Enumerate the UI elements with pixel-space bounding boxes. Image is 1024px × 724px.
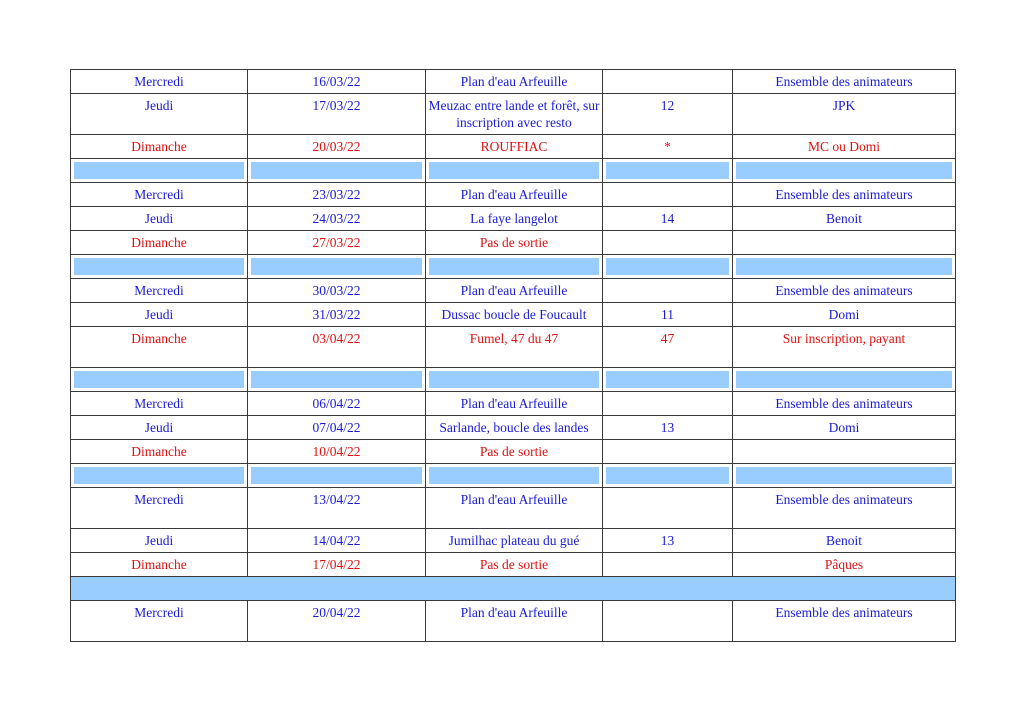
day-cell: Dimanche bbox=[71, 553, 248, 577]
leader-cell: Ensemble des animateurs bbox=[733, 70, 956, 94]
date-cell: 07/04/22 bbox=[248, 416, 426, 440]
separator-cell bbox=[603, 464, 733, 488]
table-row bbox=[71, 70, 956, 94]
date-cell: 24/03/22 bbox=[248, 207, 426, 231]
separator-row-full bbox=[71, 577, 956, 601]
distance-cell bbox=[603, 70, 733, 94]
date-cell: 17/03/22 bbox=[248, 94, 426, 135]
separator-cell bbox=[426, 368, 603, 392]
place-cell: Fumel, 47 du 47 bbox=[426, 327, 603, 368]
day-cell: Mercredi bbox=[71, 279, 248, 303]
distance-cell: 47 bbox=[603, 327, 733, 368]
distance-cell: 12 bbox=[603, 94, 733, 135]
leader-cell: Ensemble des animateurs bbox=[733, 601, 956, 642]
separator-fill bbox=[74, 162, 244, 179]
place-cell: Pas de sortie bbox=[426, 440, 603, 464]
date-cell: 23/03/22 bbox=[248, 183, 426, 207]
separator-fill bbox=[606, 162, 729, 179]
place-cell: Plan d'eau Arfeuille bbox=[426, 279, 603, 303]
table-row bbox=[71, 440, 956, 464]
place-cell: Plan d'eau Arfeuille bbox=[426, 392, 603, 416]
leader-cell: Domi bbox=[733, 416, 956, 440]
separator-cell bbox=[733, 159, 956, 183]
separator-cell bbox=[71, 577, 956, 601]
separator-fill bbox=[736, 467, 952, 484]
distance-cell: 13 bbox=[603, 416, 733, 440]
separator-fill bbox=[251, 258, 422, 275]
separator-cell bbox=[603, 159, 733, 183]
date-cell: 16/03/22 bbox=[248, 70, 426, 94]
separator-cell bbox=[248, 464, 426, 488]
table-row bbox=[71, 94, 956, 135]
separator-fill bbox=[736, 371, 952, 388]
separator-fill bbox=[74, 371, 244, 388]
distance-cell bbox=[603, 601, 733, 642]
table-row bbox=[71, 392, 956, 416]
table-row bbox=[71, 529, 956, 553]
day-cell: Mercredi bbox=[71, 392, 248, 416]
distance-cell bbox=[603, 183, 733, 207]
separator-fill bbox=[74, 467, 244, 484]
day-cell: Dimanche bbox=[71, 440, 248, 464]
day-cell: Mercredi bbox=[71, 601, 248, 642]
distance-cell: 13 bbox=[603, 529, 733, 553]
date-cell: 27/03/22 bbox=[248, 231, 426, 255]
place-cell: Plan d'eau Arfeuille bbox=[426, 601, 603, 642]
date-cell: 06/04/22 bbox=[248, 392, 426, 416]
separator-row bbox=[71, 368, 956, 392]
table-row bbox=[71, 601, 956, 642]
separator-cell bbox=[71, 255, 248, 279]
separator-fill bbox=[429, 258, 599, 275]
date-cell: 14/04/22 bbox=[248, 529, 426, 553]
separator-cell bbox=[733, 464, 956, 488]
table-row bbox=[71, 207, 956, 231]
date-cell: 20/03/22 bbox=[248, 135, 426, 159]
separator-row bbox=[71, 159, 956, 183]
place-cell: Plan d'eau Arfeuille bbox=[426, 70, 603, 94]
day-cell: Jeudi bbox=[71, 416, 248, 440]
day-cell: Jeudi bbox=[71, 207, 248, 231]
separator-fill bbox=[736, 162, 952, 179]
separator-fill bbox=[606, 258, 729, 275]
separator-fill bbox=[251, 162, 422, 179]
day-cell: Mercredi bbox=[71, 70, 248, 94]
place-cell: Sarlande, boucle des landes bbox=[426, 416, 603, 440]
separator-cell bbox=[71, 368, 248, 392]
place-cell: Jumilhac plateau du gué bbox=[426, 529, 603, 553]
table-row bbox=[71, 327, 956, 368]
separator-cell bbox=[603, 255, 733, 279]
table-row bbox=[71, 303, 956, 327]
distance-cell: 14 bbox=[603, 207, 733, 231]
place-cell: Pas de sortie bbox=[426, 231, 603, 255]
day-cell: Jeudi bbox=[71, 94, 248, 135]
distance-cell bbox=[603, 392, 733, 416]
distance-cell bbox=[603, 279, 733, 303]
distance-cell bbox=[603, 231, 733, 255]
place-cell: La faye langelot bbox=[426, 207, 603, 231]
separator-cell bbox=[426, 159, 603, 183]
leader-cell: Ensemble des animateurs bbox=[733, 183, 956, 207]
leader-cell: Pâques bbox=[733, 553, 956, 577]
leader-cell: Sur inscription, payant bbox=[733, 327, 956, 368]
leader-cell bbox=[733, 440, 956, 464]
leader-cell: Ensemble des animateurs bbox=[733, 392, 956, 416]
place-cell: Plan d'eau Arfeuille bbox=[426, 183, 603, 207]
separator-cell bbox=[603, 368, 733, 392]
leader-cell: JPK bbox=[733, 94, 956, 135]
separator-fill bbox=[606, 371, 729, 388]
separator-fill bbox=[429, 162, 599, 179]
schedule-body bbox=[71, 70, 956, 642]
separator-cell bbox=[71, 159, 248, 183]
outings-schedule-table bbox=[70, 69, 956, 642]
distance-cell bbox=[603, 440, 733, 464]
table-row bbox=[71, 553, 956, 577]
place-cell: Meuzac entre lande et forêt, sur inscription avec resto bbox=[426, 94, 603, 135]
leader-cell: Benoit bbox=[733, 529, 956, 553]
table-row bbox=[71, 135, 956, 159]
separator-fill bbox=[251, 467, 422, 484]
separator-fill bbox=[606, 467, 729, 484]
separator-row bbox=[71, 255, 956, 279]
date-cell: 13/04/22 bbox=[248, 488, 426, 529]
leader-cell bbox=[733, 231, 956, 255]
separator-cell bbox=[248, 368, 426, 392]
table-row bbox=[71, 279, 956, 303]
separator-cell bbox=[733, 255, 956, 279]
place-cell: Dussac boucle de Foucault bbox=[426, 303, 603, 327]
separator-cell bbox=[426, 464, 603, 488]
distance-cell bbox=[603, 488, 733, 529]
day-cell: Jeudi bbox=[71, 303, 248, 327]
separator-fill bbox=[251, 371, 422, 388]
separator-fill bbox=[429, 371, 599, 388]
separator-row bbox=[71, 464, 956, 488]
date-cell: 20/04/22 bbox=[248, 601, 426, 642]
separator-fill bbox=[74, 258, 244, 275]
separator-cell bbox=[733, 368, 956, 392]
place-cell: Plan d'eau Arfeuille bbox=[426, 488, 603, 529]
day-cell: Mercredi bbox=[71, 183, 248, 207]
distance-cell bbox=[603, 553, 733, 577]
leader-cell: Ensemble des animateurs bbox=[733, 279, 956, 303]
day-cell: Jeudi bbox=[71, 529, 248, 553]
date-cell: 10/04/22 bbox=[248, 440, 426, 464]
separator-fill bbox=[736, 258, 952, 275]
leader-cell: Domi bbox=[733, 303, 956, 327]
place-cell: Pas de sortie bbox=[426, 553, 603, 577]
table-row bbox=[71, 488, 956, 529]
table-row bbox=[71, 416, 956, 440]
place-cell: ROUFFIAC bbox=[426, 135, 603, 159]
separator-cell bbox=[426, 255, 603, 279]
leader-cell: MC ou Domi bbox=[733, 135, 956, 159]
table-row bbox=[71, 183, 956, 207]
separator-fill bbox=[429, 467, 599, 484]
separator-cell bbox=[71, 464, 248, 488]
separator-cell bbox=[248, 159, 426, 183]
day-cell: Mercredi bbox=[71, 488, 248, 529]
date-cell: 30/03/22 bbox=[248, 279, 426, 303]
leader-cell: Ensemble des animateurs bbox=[733, 488, 956, 529]
day-cell: Dimanche bbox=[71, 135, 248, 159]
date-cell: 31/03/22 bbox=[248, 303, 426, 327]
day-cell: Dimanche bbox=[71, 327, 248, 368]
date-cell: 03/04/22 bbox=[248, 327, 426, 368]
table-row bbox=[71, 231, 956, 255]
leader-cell: Benoit bbox=[733, 207, 956, 231]
day-cell: Dimanche bbox=[71, 231, 248, 255]
distance-cell: * bbox=[603, 135, 733, 159]
separator-cell bbox=[248, 255, 426, 279]
date-cell: 17/04/22 bbox=[248, 553, 426, 577]
distance-cell: 11 bbox=[603, 303, 733, 327]
